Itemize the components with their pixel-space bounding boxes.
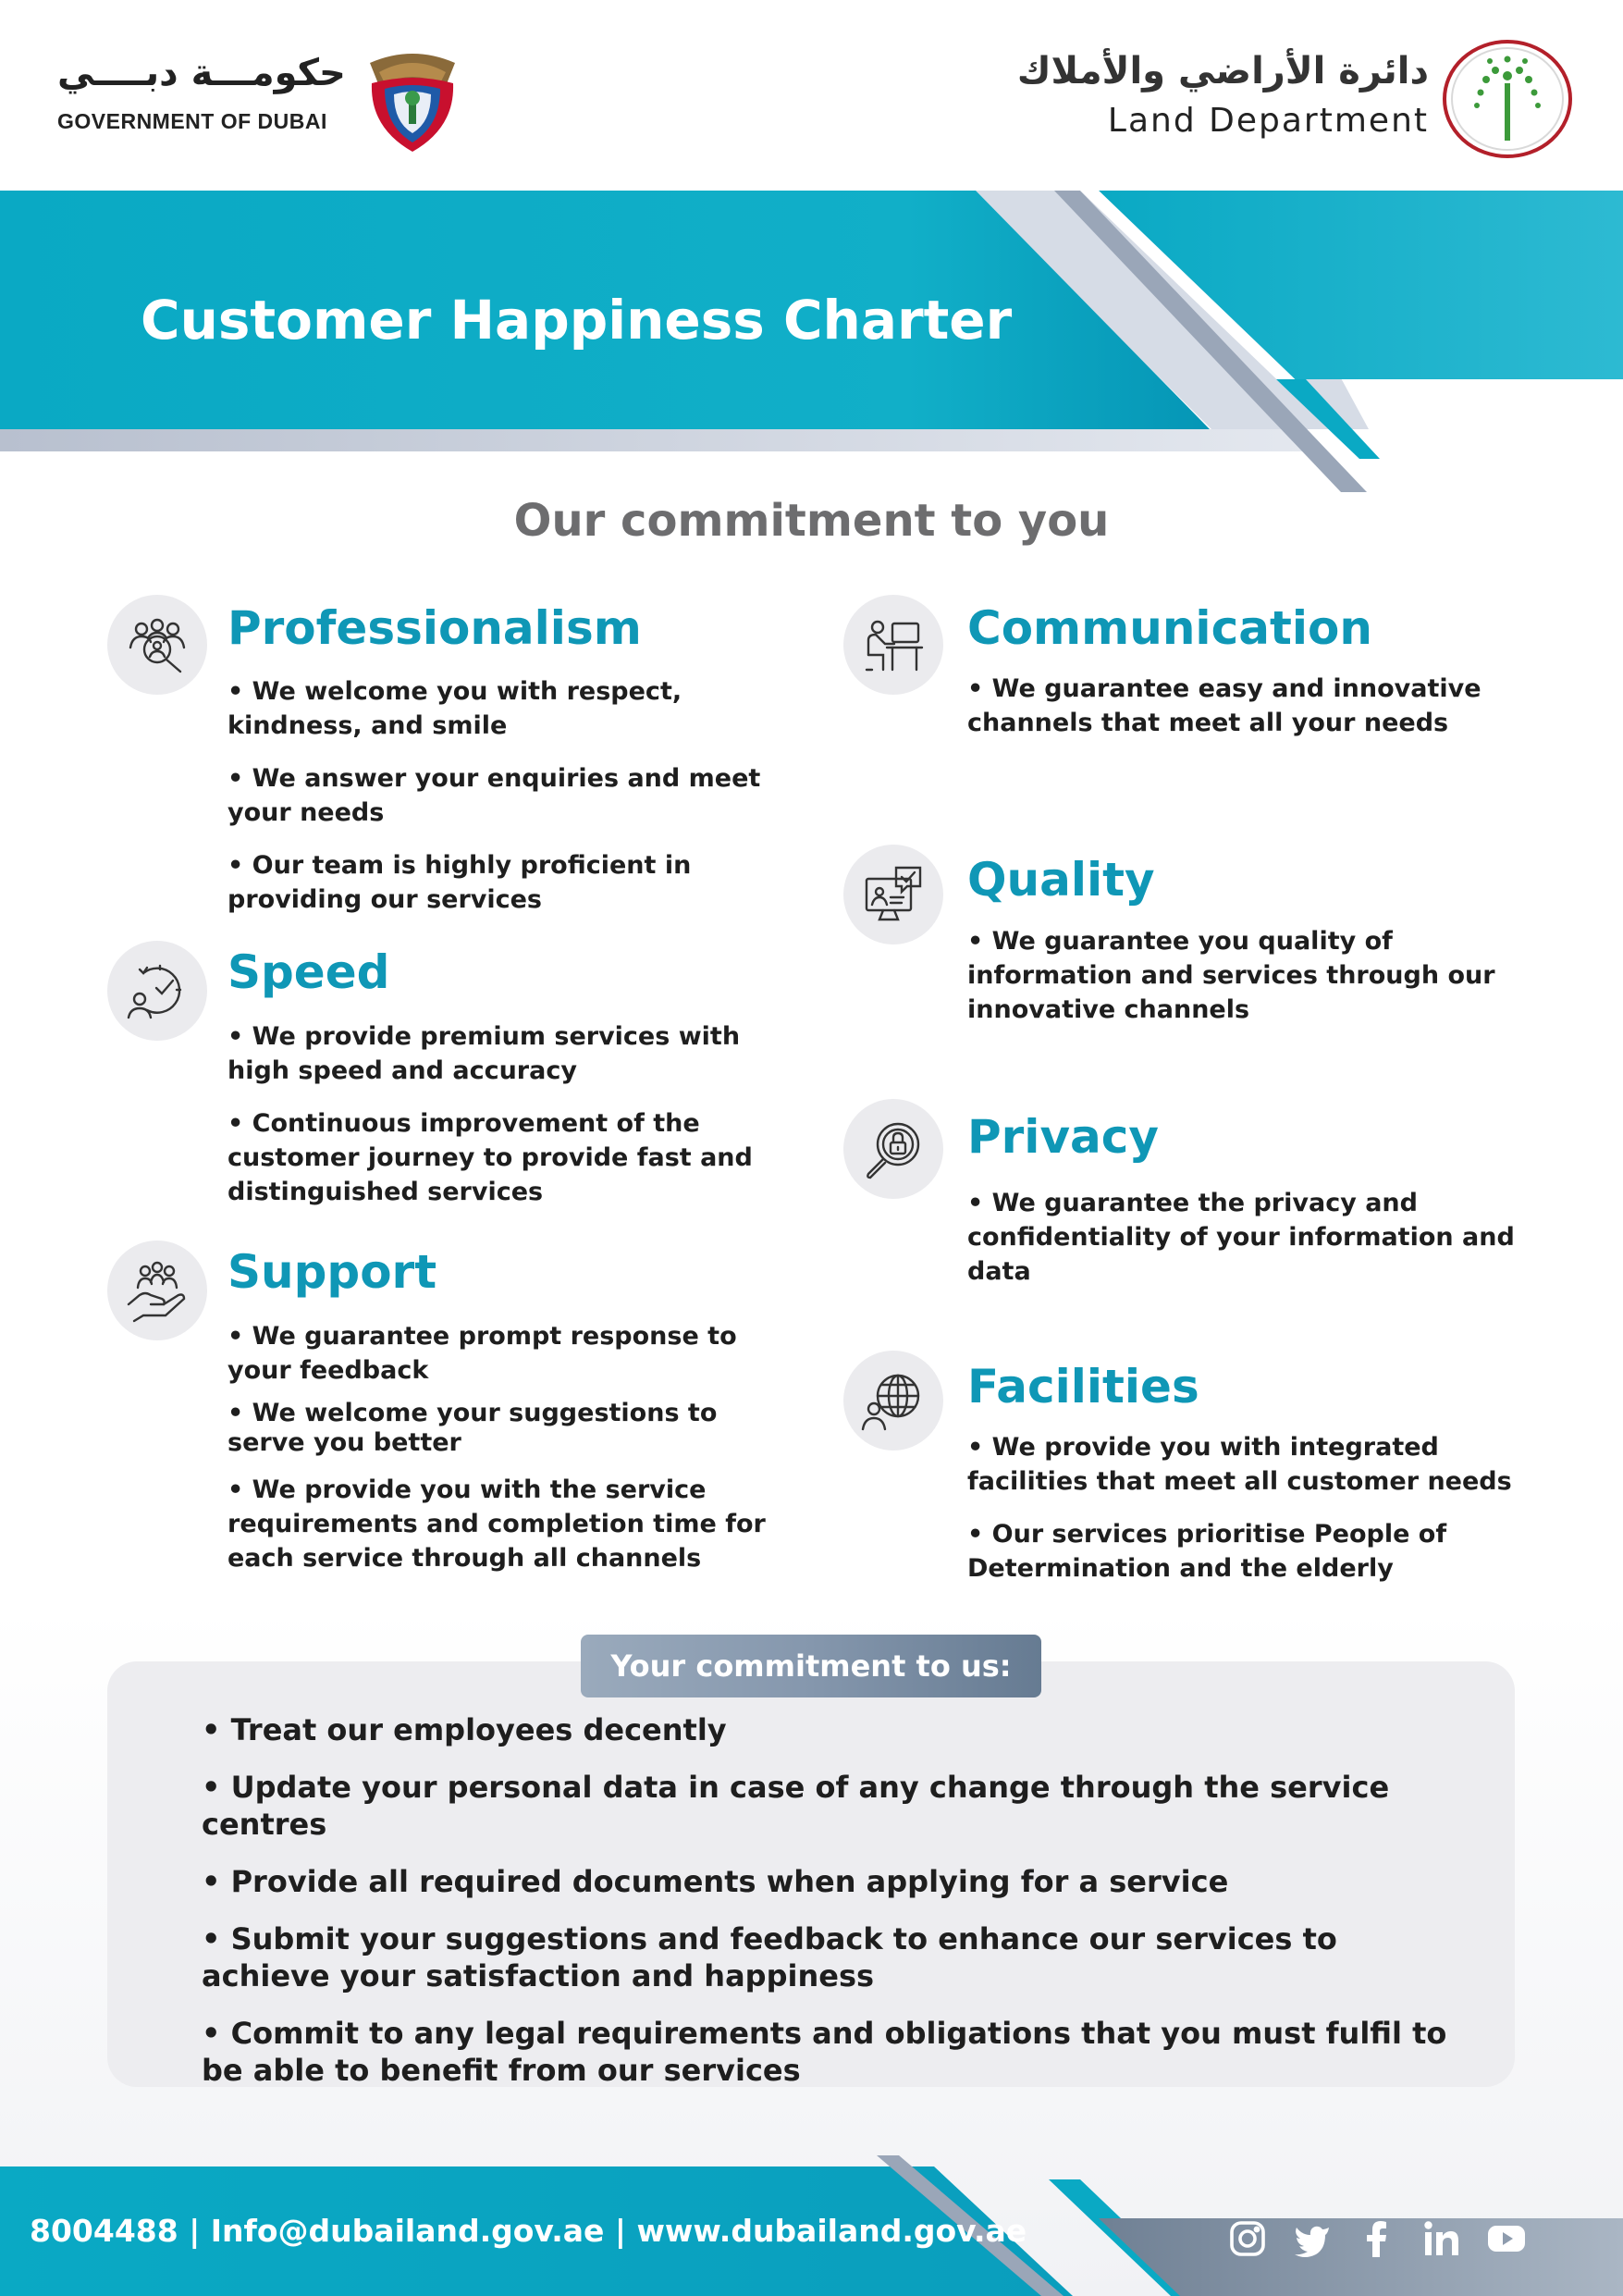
globe-user-icon	[859, 1366, 928, 1435]
list-item: • Update your personal data in case of any change through the service centres	[202, 1770, 1390, 1842]
privacy-icon-badge	[843, 1099, 943, 1199]
list-item: • Our services prioritise People of Determination and the elderly	[967, 1520, 1447, 1583]
communication-bullets	[967, 672, 1522, 759]
facebook-icon[interactable]	[1357, 2218, 1397, 2259]
list-item: • Provide all required documents when applying for a service	[202, 1864, 1229, 1899]
team-search-icon	[123, 611, 191, 679]
list-item: • We welcome you with respect, kindness, and smile	[227, 677, 682, 740]
list-item: • Commit to any legal requirements and obligations that you must fulfil to be able to benefit from our services	[202, 2016, 1447, 2088]
list-item: • Submit your suggestions and feedback to enhance our services to achieve your satisfaction and happiness	[202, 1921, 1337, 1994]
stopwatch-user-icon	[123, 957, 191, 1025]
desk-computer-user-icon	[859, 611, 928, 679]
gov-dubai-english-logotype: GOVERNMENT OF DUBAI	[57, 109, 327, 133]
section-title-speed: Speed	[227, 945, 390, 999]
support-bullets	[227, 1319, 773, 1588]
footer-contact-info: 8004488 | Info@dubailand.gov.ae | www.dubailand.gov.ae	[30, 2213, 1027, 2249]
list-item: • We provide you with integrated facilities that meet all customer needs	[967, 1433, 1512, 1496]
list-item: • Continuous improvement of the customer journey to provide fast and distinguished services	[227, 1109, 753, 1206]
hand-people-icon	[123, 1256, 191, 1325]
section-title-quality: Quality	[967, 853, 1155, 907]
list-item: • We guarantee the privacy and confidentiality of your information and data	[967, 1189, 1515, 1286]
linkedin-icon[interactable]	[1421, 2218, 1462, 2259]
youtube-icon[interactable]	[1486, 2218, 1527, 2259]
page-title: Customer Happiness Charter	[141, 289, 1013, 352]
your-commitment-list	[202, 1711, 1459, 2109]
social-links	[1227, 2218, 1527, 2259]
list-item: • We answer your enquiries and meet your needs	[227, 764, 761, 827]
list-item: • We provide premium services with high speed and accuracy	[227, 1022, 741, 1085]
section-title-professionalism: Professionalism	[227, 601, 642, 655]
land-department-arabic-logotype: دائرة الأراضي والأملاك	[1016, 50, 1429, 93]
speed-bullets	[227, 1019, 773, 1228]
gov-dubai-arabic-logotype: حكومـــة دبــــي	[57, 52, 346, 94]
your-commitment-heading: Your commitment to us:	[581, 1635, 1041, 1697]
support-icon-badge	[107, 1241, 207, 1340]
list-item: • Our team is highly proficient in providing our services	[227, 851, 692, 914]
section-title-support: Support	[227, 1245, 437, 1299]
land-department-palm-logo-icon	[1442, 39, 1573, 159]
communication-icon-badge	[843, 595, 943, 695]
lock-magnifier-icon	[859, 1115, 928, 1183]
privacy-bullets	[967, 1186, 1522, 1307]
list-item: • Treat our employees decently	[202, 1712, 727, 1747]
list-item: • We guarantee you quality of information and services through our innovative channels	[967, 927, 1495, 1024]
list-item: • We guarantee easy and innovative channels that meet all your needs	[967, 674, 1482, 737]
land-department-english-logotype: Land Department	[1107, 102, 1429, 140]
section-title-facilities: Facilities	[967, 1360, 1199, 1413]
speed-icon-badge	[107, 941, 207, 1041]
list-item: • We welcome your suggestions to serve you better	[227, 1399, 718, 1457]
dubai-emblem-icon	[351, 35, 473, 157]
professionalism-bullets	[227, 674, 773, 935]
list-item: • We guarantee prompt response to your feedback	[227, 1322, 737, 1385]
twitter-icon[interactable]	[1292, 2218, 1333, 2259]
quality-icon-badge	[843, 845, 943, 944]
facilities-icon-badge	[843, 1351, 943, 1450]
list-item: • We provide you with the service requirements and completion time for each service through all channels	[227, 1475, 766, 1573]
monitor-check-icon	[859, 860, 928, 929]
professionalism-icon-badge	[107, 595, 207, 695]
section-title-privacy: Privacy	[967, 1110, 1160, 1164]
commitment-heading: Our commitment to you	[513, 495, 1110, 547]
instagram-icon[interactable]	[1227, 2218, 1268, 2259]
section-title-communication: Communication	[967, 601, 1372, 655]
facilities-bullets	[967, 1430, 1522, 1604]
quality-bullets	[967, 924, 1522, 1045]
